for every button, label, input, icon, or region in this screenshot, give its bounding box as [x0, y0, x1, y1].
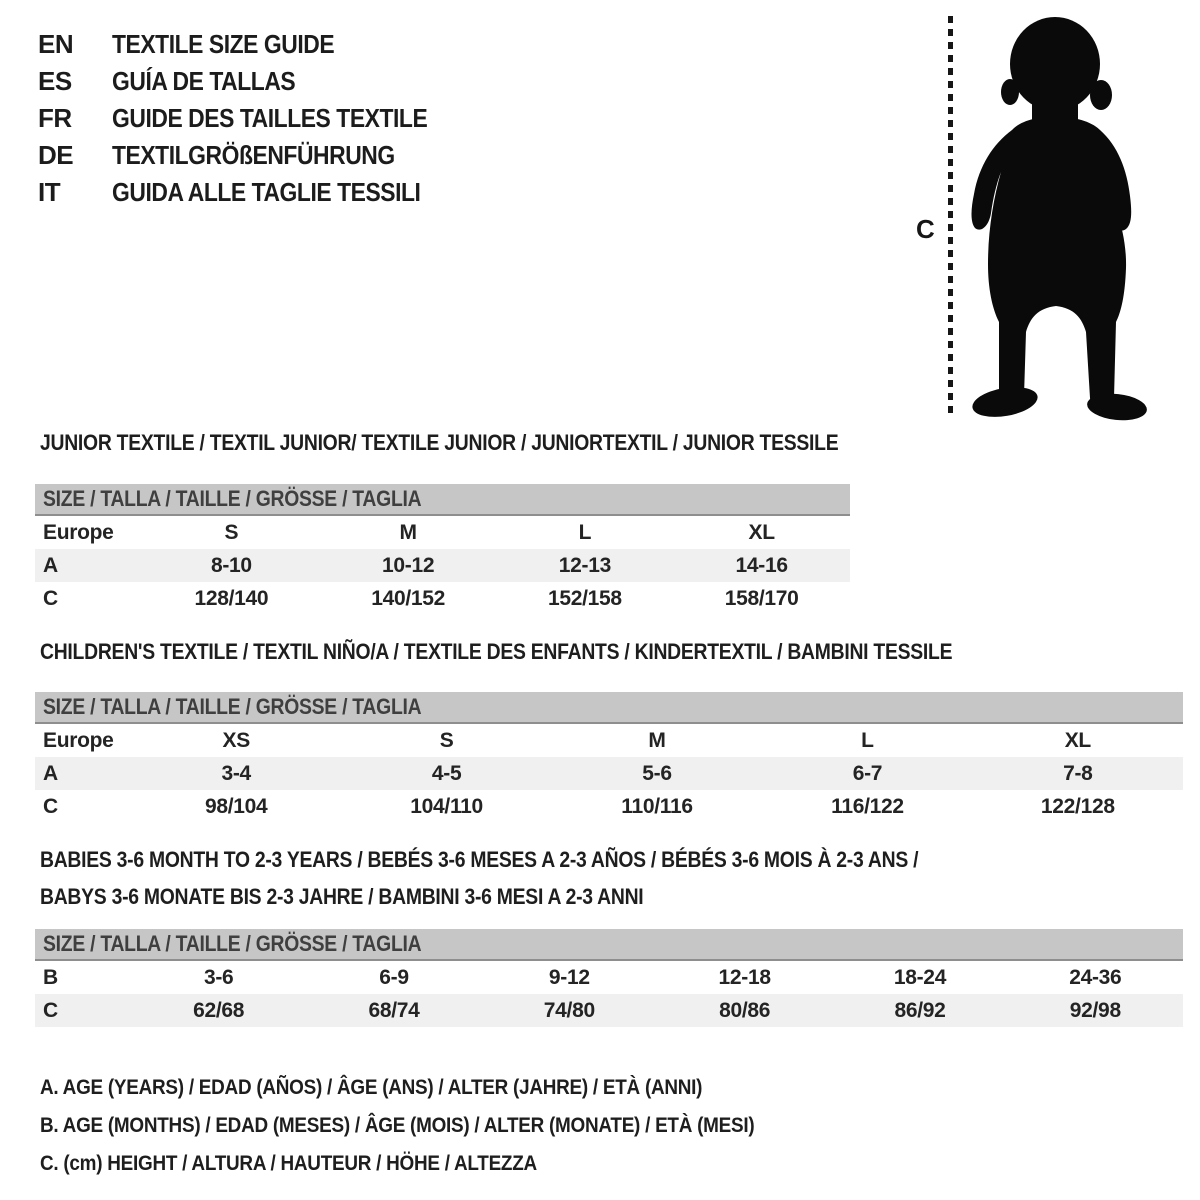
- lang-code: DE: [38, 140, 74, 170]
- cell: 5-6: [642, 761, 672, 785]
- size-col-m: M: [399, 520, 417, 544]
- size-col-m: M: [648, 728, 666, 752]
- language-title-block: [38, 26, 470, 211]
- lang-code: ES: [38, 66, 72, 96]
- cell: 6-9: [379, 965, 409, 989]
- junior-row-c: [35, 582, 850, 615]
- cell: 14-16: [735, 553, 788, 577]
- size-col-xl: XL: [748, 520, 775, 544]
- size-col-xl: XL: [1064, 728, 1091, 752]
- cell: 80/86: [719, 998, 771, 1022]
- size-col-xs: XS: [222, 728, 250, 752]
- children-row-c: [35, 790, 1183, 823]
- size-header-text: SIZE / TALLA / TAILLE / GRÖSSE / TAGLIA: [43, 486, 422, 511]
- legend-line-a: [40, 1068, 852, 1106]
- row-label: A: [43, 553, 58, 577]
- cell: 104/110: [410, 794, 483, 818]
- lang-title: TEXTILE SIZE GUIDE: [112, 29, 335, 59]
- size-col-s: S: [439, 728, 454, 752]
- cell: 140/152: [371, 586, 446, 610]
- cell: 68/74: [368, 998, 420, 1022]
- lang-code: FR: [38, 103, 72, 133]
- babies-section-title-line2: [40, 884, 726, 910]
- cell: 10-12: [382, 553, 435, 577]
- children-size-header-band: [35, 692, 1183, 724]
- babies-size-header-band: [35, 929, 1183, 961]
- cell: 128/140: [194, 586, 269, 610]
- junior-columns-row: [35, 516, 850, 549]
- lang-code: EN: [38, 29, 74, 59]
- legend-text-b: B. AGE (MONTHS) / EDAD (MESES) / ÂGE (MOIS) / ALTER (MONATE) / ETÀ (MESI): [40, 1112, 755, 1137]
- cell: 3-6: [203, 965, 234, 989]
- cell: 18-24: [893, 965, 947, 989]
- cell: 158/170: [724, 586, 799, 610]
- cell: 116/122: [831, 794, 904, 818]
- size-col-l: L: [578, 520, 592, 544]
- junior-title-text: JUNIOR TEXTILE / TEXTIL JUNIOR/ TEXTILE JUNIOR / JUNIORTEXTIL / JUNIOR TESSILE: [40, 430, 839, 455]
- cell: 9-12: [548, 965, 590, 989]
- lang-row-fr: [38, 100, 470, 137]
- lang-title: TEXTILGRÖßENFÜHRUNG: [112, 140, 395, 170]
- size-header-text: SIZE / TALLA / TAILLE / GRÖSSE / TAGLIA: [43, 694, 422, 719]
- junior-size-header-band: [35, 484, 850, 516]
- cell: 110/116: [621, 794, 693, 818]
- lang-row-de: [38, 137, 470, 174]
- row-label: C: [43, 794, 58, 818]
- size-col-s: S: [224, 520, 239, 544]
- cell: 6-7: [852, 761, 883, 785]
- region-label: Europe: [43, 728, 114, 752]
- cell: 122/128: [1040, 794, 1115, 818]
- size-col-l: L: [861, 728, 874, 752]
- junior-row-a: [35, 549, 850, 582]
- row-label: B: [43, 965, 58, 989]
- children-columns-row: [35, 724, 1183, 757]
- size-header-text: SIZE / TALLA / TAILLE / GRÖSSE / TAGLIA: [43, 931, 422, 956]
- babies-title-text-line2: BABYS 3-6 MONATE BIS 2-3 JAHRE / BAMBINI 3-6 MESI A 2-3 ANNI: [40, 884, 644, 909]
- cell: 3-4: [221, 761, 251, 785]
- cell: 92/98: [1069, 998, 1121, 1022]
- lang-title: GUIDE DES TAILLES TEXTILE: [112, 103, 428, 133]
- children-row-a: [35, 757, 1183, 790]
- height-measure-label: C: [916, 214, 935, 244]
- cell: 24-36: [1069, 965, 1122, 989]
- region-label: Europe: [43, 520, 114, 544]
- cell: 7-8: [1063, 761, 1093, 785]
- cell: 152/158: [547, 586, 622, 610]
- lang-row-es: [38, 63, 470, 100]
- row-label: A: [43, 761, 58, 785]
- lang-title: GUÍA DE TALLAS: [112, 66, 296, 96]
- cell: 74/80: [543, 998, 595, 1022]
- row-label: C: [43, 998, 58, 1022]
- junior-section-title: [40, 430, 947, 456]
- legend-text-a: A. AGE (YEARS) / EDAD (AÑOS) / ÂGE (ANS) / ALTER (JAHRE) / ETÀ (ANNI): [40, 1074, 703, 1099]
- babies-section-title-line1: [40, 847, 1038, 873]
- cell: 8-10: [210, 553, 252, 577]
- children-section-title: [40, 639, 1077, 665]
- babies-row-b: [35, 961, 1183, 994]
- legend-text-c: C. (cm) HEIGHT / ALTURA / HAUTEUR / HÖHE / ALTEZZA: [40, 1150, 537, 1175]
- cell: 12-18: [718, 965, 771, 989]
- legend-line-c: [40, 1144, 852, 1182]
- lang-title: GUIDA ALLE TAGLIE TESSILI: [112, 177, 421, 207]
- cell: 4-5: [431, 761, 462, 785]
- babies-title-text-line1: BABIES 3-6 MONTH TO 2-3 YEARS / BEBÉS 3-6 MESES A 2-3 AÑOS / BÉBÉS 3-6 MOIS À 2-3 ANS /: [40, 847, 919, 872]
- cell: 62/68: [193, 998, 245, 1022]
- cell: 86/92: [894, 998, 946, 1022]
- toddler-silhouette-icon: [880, 0, 1200, 440]
- lang-code: IT: [38, 177, 61, 207]
- children-size-table: [35, 692, 1183, 823]
- lang-row-it: [38, 174, 470, 211]
- children-title-text: CHILDREN'S TEXTILE / TEXTIL NIÑO/A / TEXTILE DES ENFANTS / KINDERTEXTIL / BAMBINI TESSILE: [40, 639, 953, 664]
- cell: 12-13: [558, 553, 611, 577]
- babies-row-c: [35, 994, 1183, 1027]
- cell: 98/104: [204, 794, 268, 818]
- lang-row-en: [38, 26, 470, 63]
- row-label: C: [43, 586, 58, 610]
- legend-line-b: [40, 1106, 852, 1144]
- measurement-legend: [40, 1068, 852, 1182]
- junior-size-table: [35, 484, 850, 615]
- babies-size-table: [35, 929, 1183, 1027]
